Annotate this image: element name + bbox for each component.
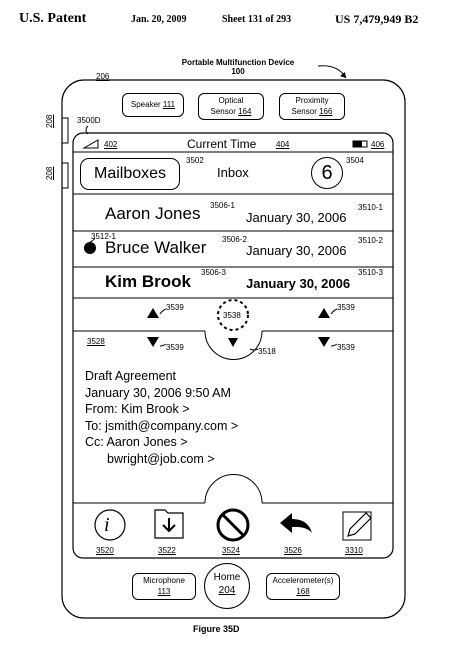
message-3-date: January 30, 2006 (246, 276, 351, 291)
ref-208-b: 208 (45, 166, 54, 180)
ref-3500d: 3500D (77, 116, 101, 125)
ref-206: 206 (96, 72, 110, 81)
message-2-date-ref: 3510-2 (358, 236, 383, 245)
optical-sensor-box (198, 93, 264, 120)
time-ref: 404 (276, 140, 290, 149)
message-2-sender[interactable]: Bruce Walker (105, 238, 207, 257)
proximity-sensor-box (279, 93, 345, 120)
microphone-label: Microphone (143, 576, 185, 585)
toolbar-ref-1: 3520 (96, 546, 114, 555)
accelerometer-label: Accelerometer(s) (272, 576, 334, 585)
microphone-ref: 113 (157, 587, 171, 596)
message-detail (85, 368, 238, 467)
microphone-box (132, 573, 196, 600)
device-title (168, 58, 308, 76)
info-icon[interactable]: i (104, 514, 110, 536)
region-ref-3528: 3528 (87, 337, 105, 346)
toolbar-ref-4: 3526 (284, 546, 302, 555)
message-1-date-ref: 3510-1 (358, 203, 383, 212)
proximity-label-2: Sensor (291, 107, 317, 116)
home-ref: 204 (218, 585, 236, 596)
message-1-date: January 30, 2006 (246, 210, 347, 225)
down-arrow-right-ref: 3539 (337, 343, 355, 352)
detail-datetime: January 30, 2006 9:50 AM (85, 385, 231, 400)
sheet-number: Sheet 131 of 293 (222, 14, 292, 25)
toolbar-ref-3: 3524 (222, 546, 240, 555)
up-arrow-left-ref: 3539 (166, 303, 184, 312)
battery-ref: 406 (371, 140, 385, 149)
up-arrow-right-ref: 3539 (337, 303, 355, 312)
reply-icon[interactable] (278, 508, 314, 542)
mailboxes-ref: 3502 (186, 156, 204, 165)
count-ref: 3504 (346, 156, 364, 165)
home-button[interactable] (204, 563, 250, 609)
current-time: Current Time (187, 137, 257, 151)
optical-label-2: Sensor (210, 107, 236, 116)
message-3-sender[interactable]: Kim Brook (105, 272, 191, 291)
speaker-label: Speaker (130, 100, 161, 109)
message-3-date-ref: 3510-3 (358, 268, 383, 277)
detail-subject: Draft Agreement (85, 369, 177, 383)
optical-label-1: Optical (218, 96, 244, 105)
delete-icon[interactable] (216, 508, 250, 542)
device-title-line2: 100 (231, 67, 245, 76)
patent-label: U.S. Patent (19, 11, 87, 26)
message-3-sender-ref: 3506-3 (201, 268, 226, 277)
toolbar-ref-5: 3310 (345, 546, 363, 555)
message-2-date: January 30, 2006 (246, 243, 347, 258)
compose-icon[interactable] (342, 510, 372, 540)
unread-dot-ref: 3512-1 (91, 232, 116, 241)
unread-count-badge: 6 (311, 157, 343, 189)
inbox-title: Inbox (217, 165, 249, 180)
signal-ref: 402 (104, 140, 118, 149)
home-label: Home (213, 572, 241, 583)
message-1-sender-ref: 3506-1 (210, 201, 235, 210)
speaker-ref: 111 (162, 100, 176, 109)
toolbar-ref-2: 3522 (158, 546, 176, 555)
detail-cc[interactable]: Cc: Aaron Jones > (85, 435, 188, 449)
down-arrow-left-ref: 3539 (166, 343, 184, 352)
detail-to[interactable]: To: jsmith@company.com > (85, 418, 239, 433)
patent-number: US 7,479,949 B2 (335, 12, 419, 26)
mailboxes-button[interactable]: Mailboxes (80, 158, 180, 190)
notch-ref-3518: 3518 (258, 347, 276, 356)
figure-caption: Figure 35D (193, 624, 240, 634)
ref-208-a: 208 (45, 114, 54, 128)
detail-cc-2[interactable]: bwright@job.com > (107, 451, 215, 466)
accelerometer-ref: 168 (296, 587, 310, 596)
message-1-sender[interactable]: Aaron Jones (105, 204, 201, 223)
move-to-folder-icon[interactable] (150, 508, 186, 542)
device-title-line1: Portable Multifunction Device (181, 58, 295, 67)
optical-ref: 164 (238, 107, 252, 116)
proximity-ref: 166 (319, 107, 333, 116)
accelerometer-box (266, 573, 340, 600)
detail-from[interactable]: From: Kim Brook > (85, 402, 190, 416)
proximity-label-1: Proximity (295, 96, 329, 105)
message-2-sender-ref: 3506-2 (222, 235, 247, 244)
speaker-box (122, 93, 184, 117)
patent-date: Jan. 20, 2009 (131, 14, 187, 25)
gesture-circle-ref: 3538 (223, 311, 241, 320)
